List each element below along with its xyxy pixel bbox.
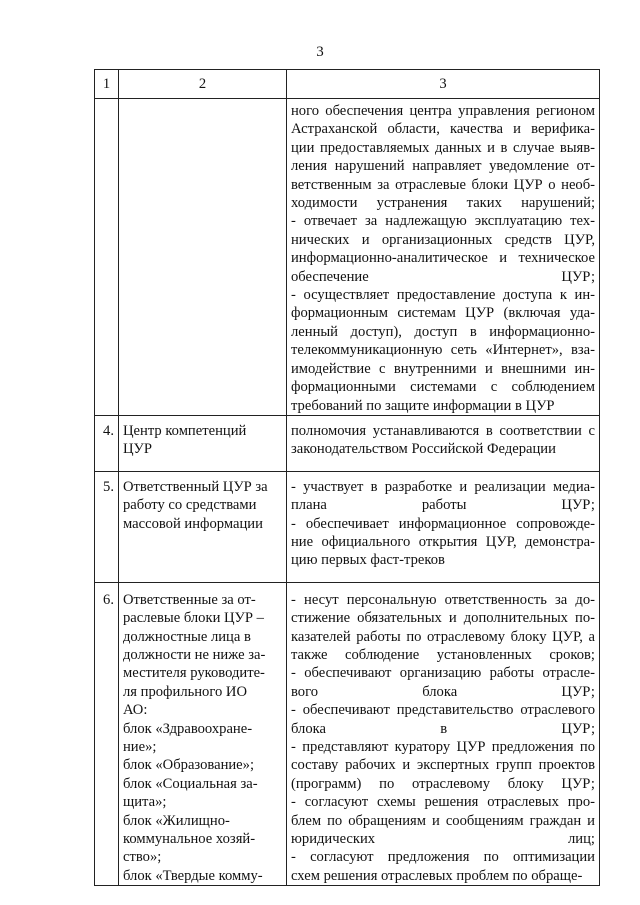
name-line: должностные лица в	[123, 628, 251, 645]
responsibilities-table	[94, 69, 600, 886]
description-line: казателей работы по отраслевому блоку ЦУР, а	[291, 628, 595, 645]
description-line: - обеспечивают представительство отраслевого	[291, 702, 595, 719]
description-line: - отвечает за надлежащую эксплуатацию тех-	[291, 213, 595, 230]
row-description	[287, 415, 600, 471]
description-line: - согласуют схемы решения отраслевых про-	[291, 794, 595, 811]
description-line: ленный доступ), доступ в информационно-	[291, 323, 595, 340]
description-line: Астраханской области, качества и верифика-	[291, 121, 595, 138]
description-line: ходимости устранения таких нарушений;	[291, 195, 595, 212]
name-line: блок «Образование»;	[123, 757, 255, 774]
description-line: также соблюдение установленных сроков;	[291, 646, 595, 663]
row-name	[119, 99, 287, 416]
name-line: работу со средствами	[123, 497, 257, 514]
name-line: должности не ниже за-	[123, 646, 266, 663]
row-description	[287, 471, 600, 582]
description-line: ции предоставляемых данных и в случае выяв-	[291, 139, 595, 156]
description-line: формационным системам ЦУР (включая уда-	[291, 305, 595, 322]
name-line: блок «Жилищно-	[123, 812, 230, 829]
row-name	[119, 415, 287, 471]
table-row	[95, 99, 600, 416]
description-line: ного обеспечения центра управления регионом	[291, 103, 595, 119]
description-line: блем по обращениям и сообщениям граждан и	[291, 812, 595, 829]
row-number: 5.	[95, 471, 119, 582]
table-row	[95, 415, 600, 471]
description-line: ления нарушений направляет уведомление от-	[291, 158, 595, 175]
name-line: Центр компетенций	[123, 422, 247, 439]
name-line: местителя руководите-	[123, 665, 265, 682]
name-line: ние»;	[123, 739, 157, 755]
description-line: информационно-аналитическое и техническое	[291, 250, 595, 267]
description-line: плана работы ЦУР;	[291, 497, 595, 514]
name-line: Ответственный ЦУР за	[123, 478, 268, 495]
description-line: полномочия устанавливаются в соответствии с	[291, 422, 595, 439]
header-col-2: 2	[119, 70, 287, 99]
description-line: имодействие с внутренними и внешними ин-	[291, 360, 595, 377]
header-col-1: 1	[95, 70, 119, 99]
name-line: щита»;	[123, 794, 167, 811]
name-line: блок «Здравоохране-	[123, 720, 253, 737]
description-line: телекоммуникационную сеть «Интернет», вза-	[291, 342, 595, 359]
row-name	[119, 471, 287, 582]
description-line: - несут персональную ответственность за до-	[291, 591, 595, 608]
row-number: 6.	[95, 582, 119, 886]
description-line: - участвует в разработке и реализации медиа-	[291, 478, 595, 495]
table-row	[95, 471, 600, 582]
row-name	[119, 582, 287, 886]
page-number: 3	[316, 44, 324, 60]
description-line: - согласуют предложения по оптимизации	[291, 849, 595, 866]
header-col-3: 3	[287, 70, 600, 99]
description-line: схем решения отраслевых проблем по обраще-	[291, 867, 583, 884]
name-line: раслевые блоки ЦУР –	[123, 610, 264, 627]
description-line: - осуществляет предоставление доступа к ин-	[291, 287, 595, 304]
name-line: блок «Социальная за-	[123, 775, 258, 792]
description-line: вого блока ЦУР;	[291, 683, 595, 700]
name-line: ЦУР	[123, 441, 152, 458]
description-line: юридических лиц;	[291, 831, 595, 848]
description-line: - обеспечивает информационное сопровожде-	[291, 515, 595, 532]
description-line: обеспечение ЦУР;	[291, 268, 595, 285]
row-number: 4.	[95, 415, 119, 471]
description-line: цию первых фаст-треков	[291, 552, 445, 569]
description-line: формационными системами с соблюдением	[291, 379, 595, 396]
name-line: ство»;	[123, 849, 162, 866]
description-line: стижение обязательных и дополнительных по-	[291, 610, 595, 627]
name-line: ля профильного ИО	[123, 683, 248, 700]
name-line: массовой информации	[123, 515, 263, 532]
name-line: Ответственные за от-	[123, 591, 256, 608]
description-line: - обеспечивают организацию работы отрасле-	[291, 665, 595, 682]
table-header-row	[95, 70, 600, 99]
table-row	[95, 582, 600, 886]
row-number	[95, 99, 119, 416]
description-line: - представляют куратору ЦУР предложения по	[291, 739, 595, 755]
description-line: нических и организационных средств ЦУР,	[291, 231, 595, 248]
description-line: ветственным за отраслевые блоки ЦУР о необ-	[291, 176, 595, 193]
name-line: АО:	[123, 702, 148, 719]
description-line: блока в ЦУР;	[291, 720, 595, 737]
description-line: ние официального открытия ЦУР, демонстра-	[291, 533, 595, 550]
description-line: составу рабочих и экспертных групп проектов	[291, 757, 595, 774]
description-line: (программ) по отраслевому блоку ЦУР;	[291, 775, 595, 792]
description-line: требований по защите информации в ЦУР	[291, 397, 555, 414]
row-description	[287, 99, 600, 416]
name-line: блок «Твердые комму-	[123, 867, 263, 884]
description-line: законодательством Российской Федерации	[291, 441, 556, 458]
row-description	[287, 582, 600, 886]
name-line: коммунальное хозяй-	[123, 831, 256, 848]
